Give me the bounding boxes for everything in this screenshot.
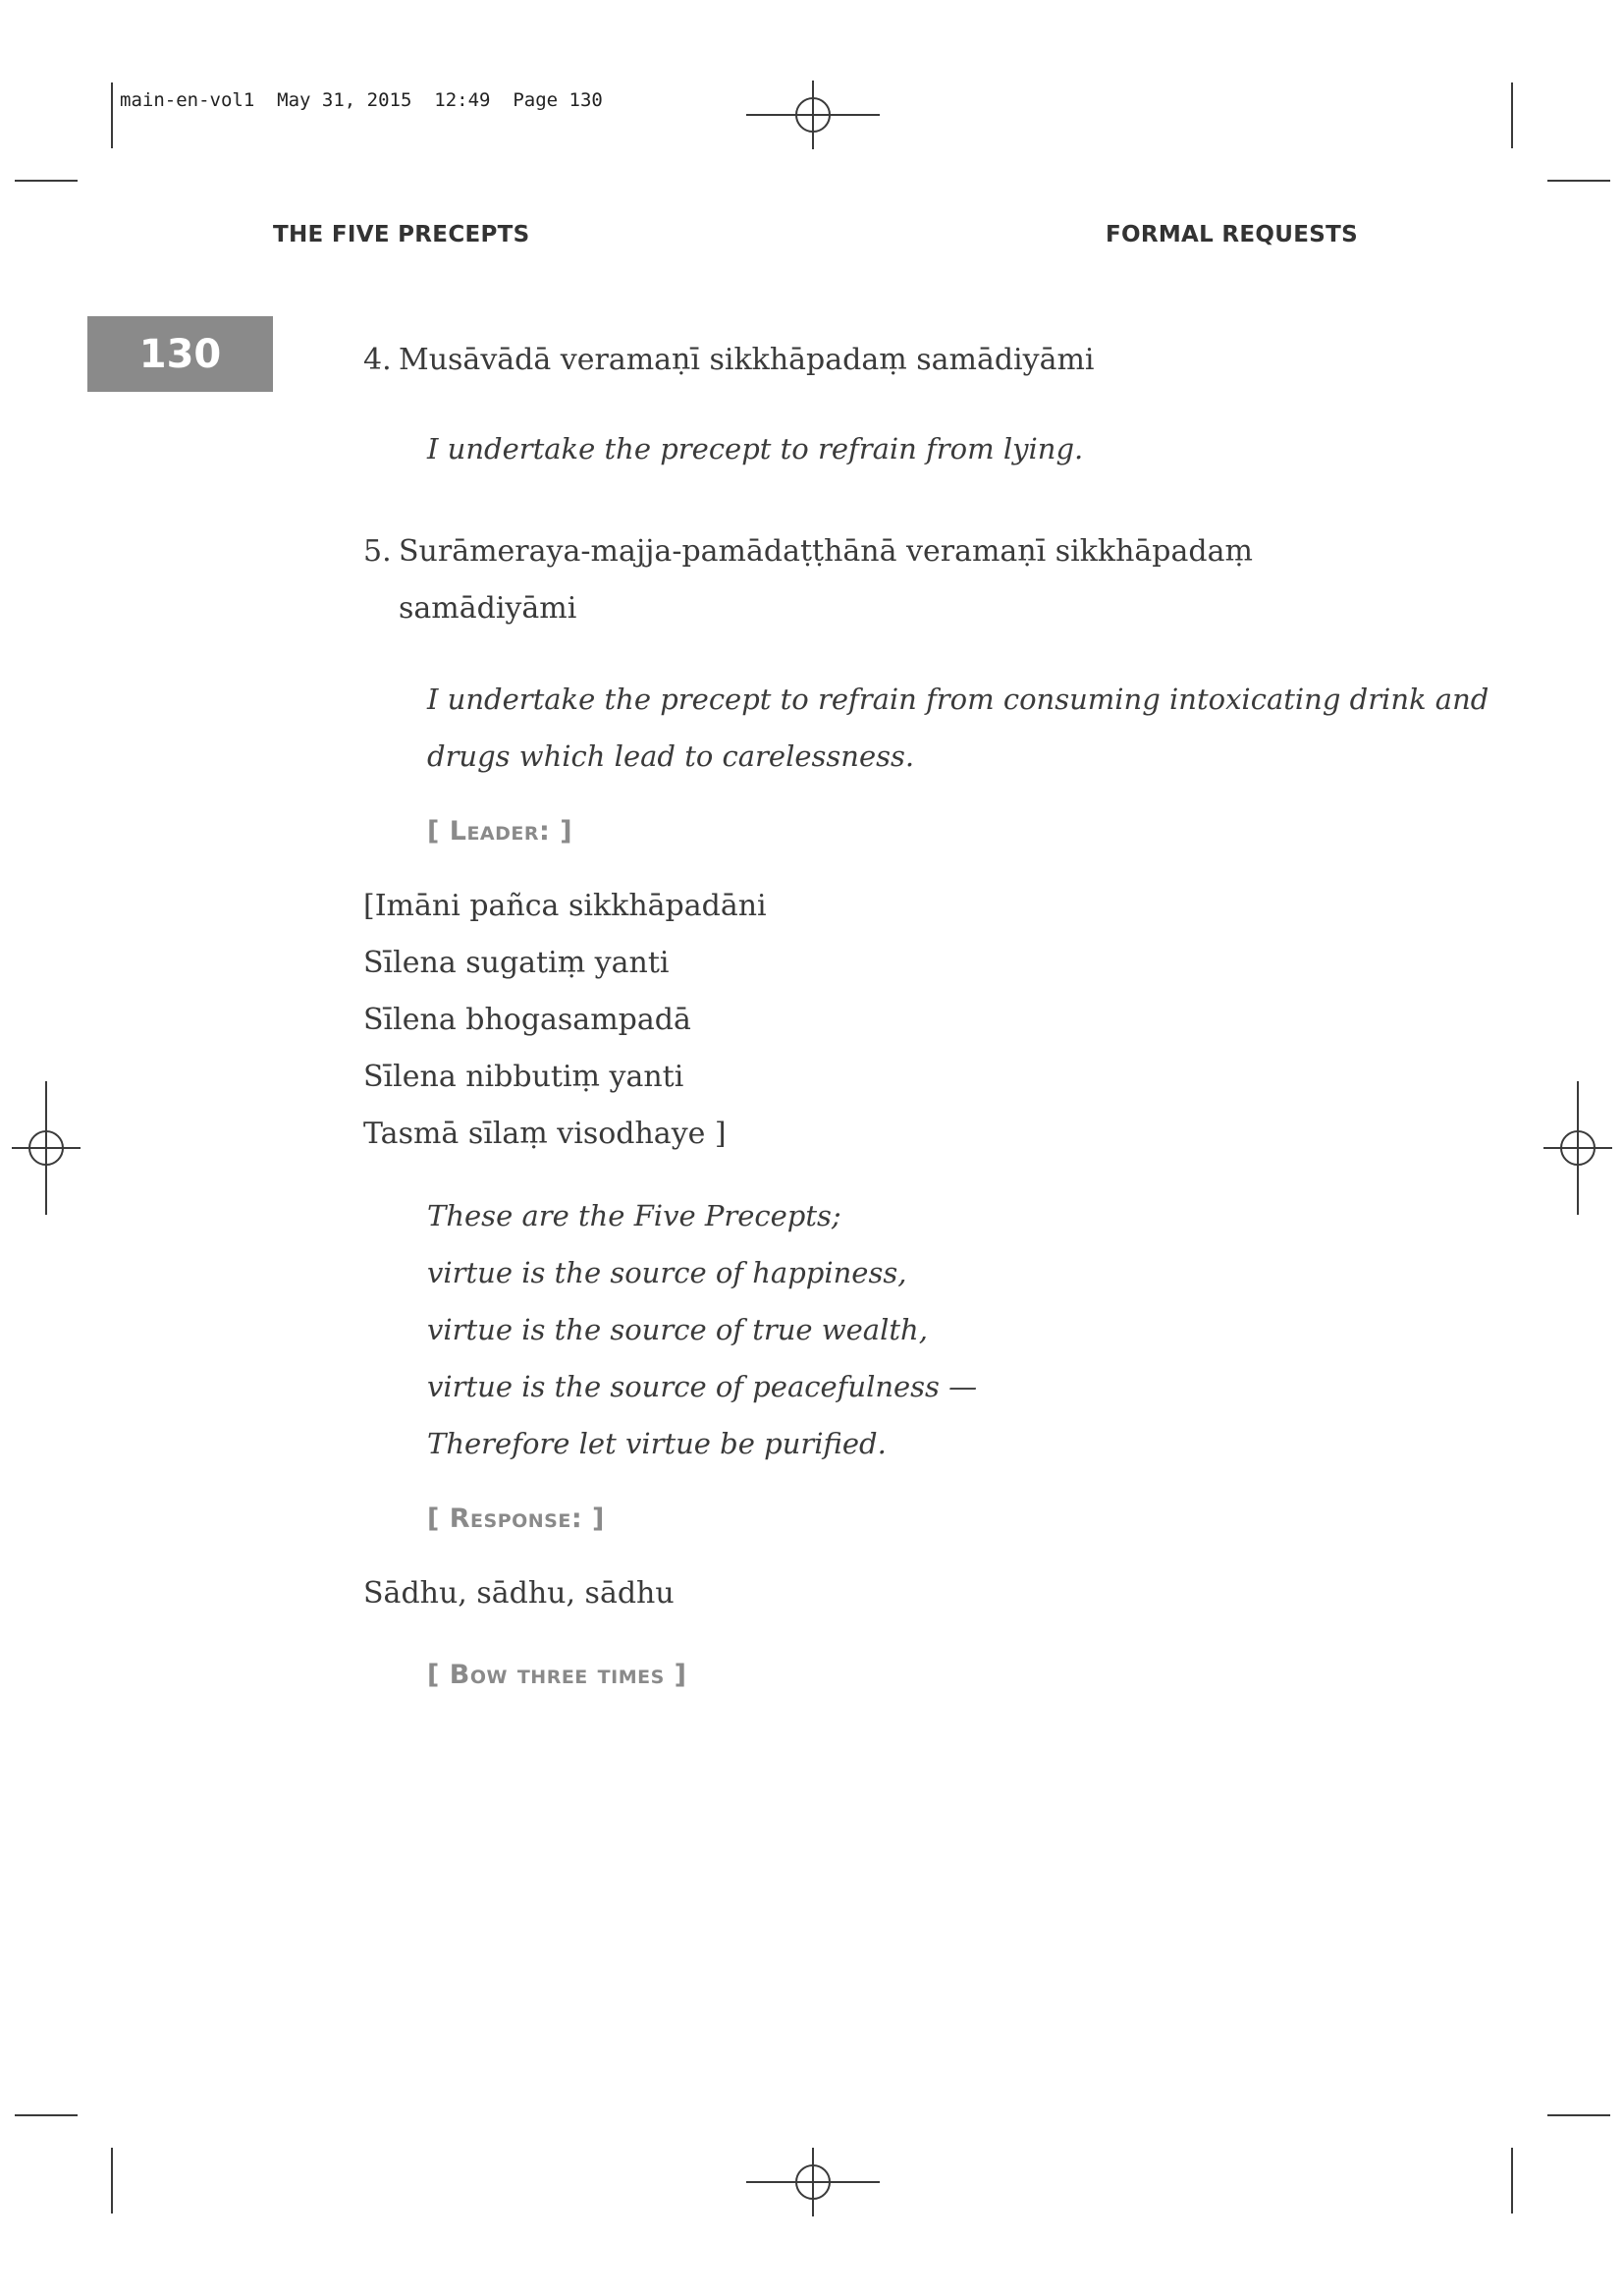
verse-english-line: Therefore let virtue be purified. bbox=[427, 1427, 887, 1460]
precept-number: 5. bbox=[363, 534, 392, 569]
precept-5-pali-continued: samādiyāmi bbox=[399, 591, 577, 626]
page-number: 130 bbox=[87, 316, 273, 392]
crop-mark-top-right-horizontal bbox=[1547, 180, 1610, 182]
response-text: Sādhu, sādhu, sādhu bbox=[363, 1576, 675, 1611]
crop-mark-bottom-right-vertical bbox=[1511, 2148, 1513, 2214]
response-rubric: [ Response: ] bbox=[427, 1503, 605, 1534]
bow-rubric: [ Bow three times ] bbox=[427, 1660, 687, 1690]
precept-4-pali bbox=[363, 332, 1095, 389]
running-head-right: FORMAL REQUESTS bbox=[1105, 222, 1358, 247]
precept-number: 4. bbox=[363, 343, 392, 377]
crop-mark-bottom-left-horizontal bbox=[15, 2114, 78, 2116]
verse-pali-line: Tasmā sīlaṃ visodhaye ] bbox=[363, 1117, 727, 1151]
crop-mark-bottom-left-vertical bbox=[111, 2148, 113, 2214]
precept-pali-line: Musāvādā veramaṇī sikkhāpadaṃ samādiyāmi bbox=[399, 343, 1095, 377]
verse-english-line: virtue is the source of peacefulness — bbox=[427, 1370, 978, 1403]
verse-pali-line: Sīlena nibbutiṃ yanti bbox=[363, 1060, 684, 1094]
crop-mark-top-left-horizontal bbox=[15, 180, 78, 182]
crop-mark-top-left-vertical bbox=[111, 82, 113, 148]
crop-mark-bottom-right-horizontal bbox=[1547, 2114, 1610, 2116]
registration-mark-top-icon bbox=[746, 81, 880, 149]
precept-pali-line: Surāmeraya-majja-pamādaṭṭhānā veramaṇī sikkhāpadaṃ bbox=[399, 534, 1253, 569]
verse-english-line: virtue is the source of happiness, bbox=[427, 1256, 907, 1289]
precept-5-translation-line-1: I undertake the precept to refrain from consuming intoxicating drink and bbox=[427, 683, 1489, 716]
precept-5-pali bbox=[363, 523, 1253, 580]
verse-english-line: These are the Five Precepts; bbox=[427, 1199, 841, 1232]
print-slug: main-en-vol1 May 31, 2015 12:49 Page 130 bbox=[120, 89, 603, 111]
running-head-left: THE FIVE PRECEPTS bbox=[273, 222, 530, 247]
registration-mark-left-icon bbox=[12, 1081, 81, 1215]
precept-4-translation: I undertake the precept to refrain from lying. bbox=[427, 432, 1084, 465]
verse-english-line: virtue is the source of true wealth, bbox=[427, 1313, 928, 1346]
verse-pali-line: [Imāni pañca sikkhāpadāni bbox=[363, 889, 767, 923]
verse-pali-line: Sīlena bhogasampadā bbox=[363, 1003, 691, 1037]
crop-mark-top-right-vertical bbox=[1511, 82, 1513, 148]
registration-mark-bottom-icon bbox=[746, 2148, 880, 2216]
registration-mark-right-icon bbox=[1543, 1081, 1612, 1215]
leader-rubric: [ Leader: ] bbox=[427, 816, 573, 847]
verse-pali-line: Sīlena sugatiṃ yanti bbox=[363, 946, 670, 980]
precept-5-translation-line-2: drugs which lead to carelessness. bbox=[427, 739, 915, 773]
